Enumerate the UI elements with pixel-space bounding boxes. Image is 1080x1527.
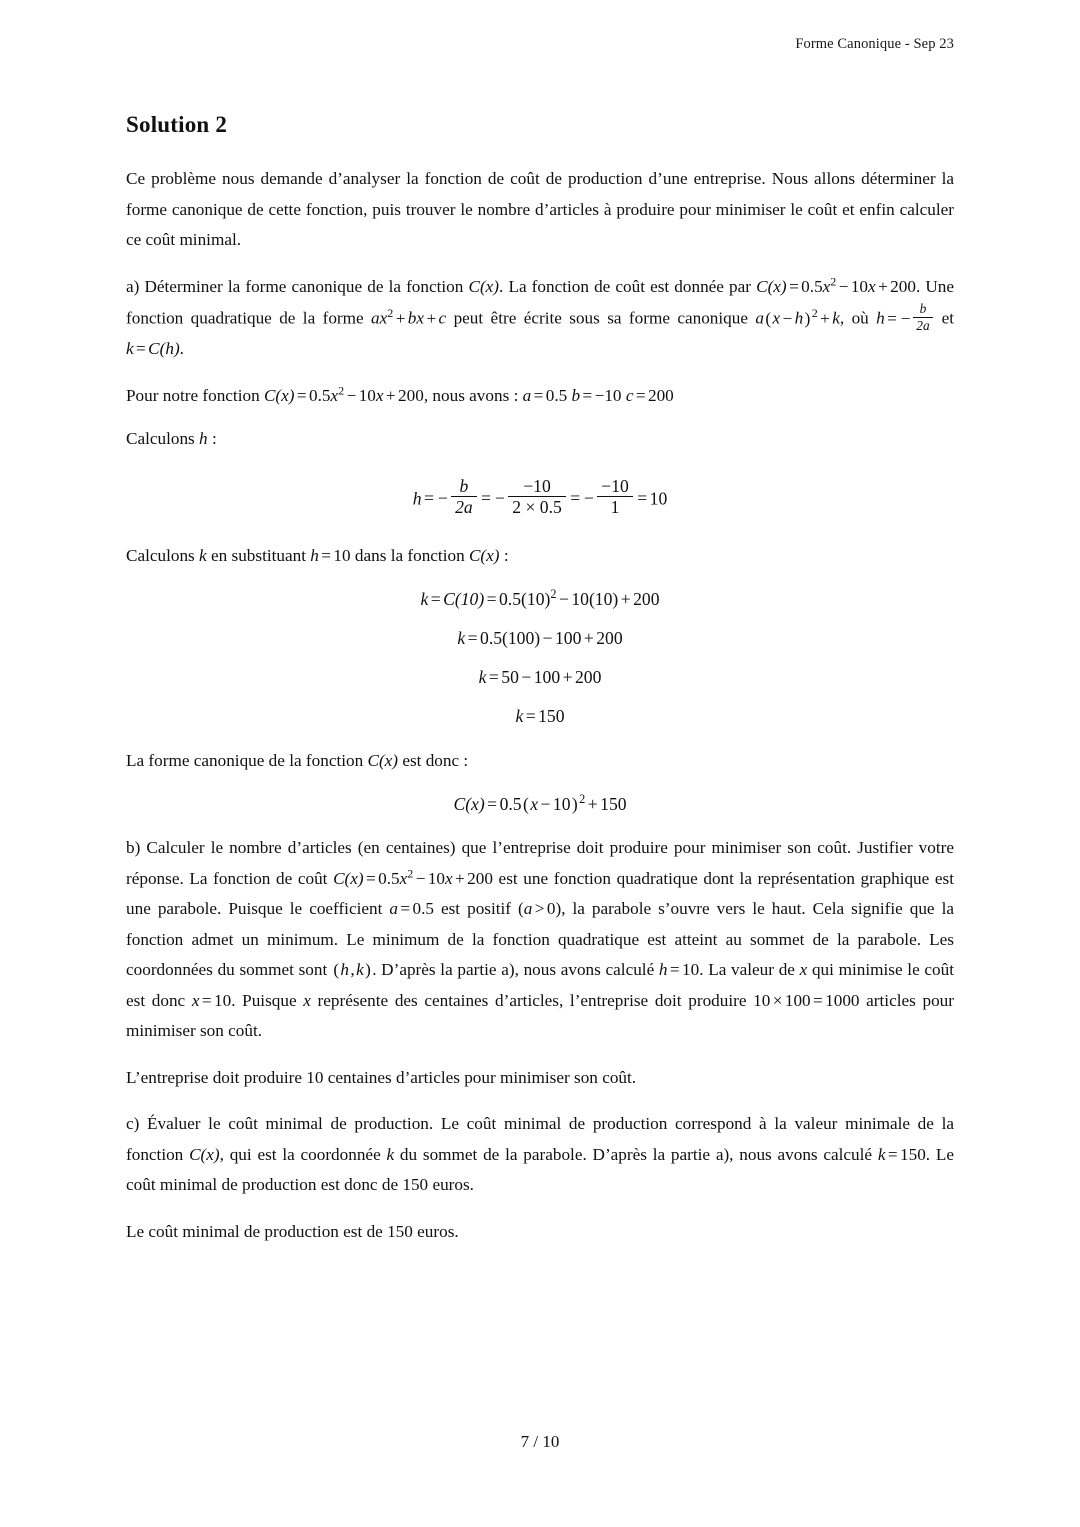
equation-k-line4 (126, 706, 954, 727)
eq-h-frac3-num: −10 (597, 477, 632, 497)
math-fn-cx-3: C(x) (367, 750, 399, 770)
eq-h-equals-4: = (637, 487, 648, 508)
equation-canonical-form (126, 794, 954, 815)
eq-k1-k: k (420, 589, 429, 610)
part-b-x-sym3: x (303, 990, 311, 1010)
math-fn-cx-2: C(x) (468, 545, 500, 565)
part-c-k-val: 150 (900, 1144, 926, 1164)
document-content (126, 112, 954, 1263)
eq-canon-minus: − (540, 794, 551, 815)
part-b-vertex-close: ) (365, 960, 371, 980)
eq-k1-minus: − (558, 589, 569, 610)
part-b-zero: 0 (546, 899, 556, 919)
part-b-seg9: représente des centaines d’articles, l’entreprise doit produire (310, 990, 754, 1010)
fraction-b-over-2a (913, 302, 932, 333)
part-b-seg4: ), la parabole s’ouvre vers le haut. Cela signifie que la fonction admet un minimum. Le minimum de la fonction quadratique est atteint au sommet de la parabole. Les coordonnées du sommet sont (126, 899, 954, 980)
math-coef-a: 0.5 (801, 276, 823, 296)
math-plus: + (878, 276, 888, 296)
math-coef-c: 200 (890, 276, 916, 296)
eq-k1-eq2: = (486, 589, 497, 610)
math-canon-minus: − (782, 308, 793, 328)
math-k-rhs: C(h) (148, 339, 180, 359)
part-c-seg4: . Le coût minimal de production est donc de 150 euros. (126, 1144, 954, 1195)
part-b-vertex-open: ( (333, 960, 340, 980)
intro-paragraph (126, 164, 954, 256)
part-b-rhs-a: 0.5 (378, 868, 400, 888)
part-b-coef-val: 0.5 (412, 899, 434, 919)
eq-h-fraction-3 (597, 477, 632, 517)
intro-text: Ce problème nous demande d’analyser la fonction de coût de production d’une entreprise. Nous allons déterminer la forme canonique de cette fonction, puis trouver le nombre d’articles à produire pour minimiser le coût et enfin calculer ce coût minimal. (126, 169, 954, 249)
part-a-seg6: et (934, 308, 955, 328)
part-b-calc-1000: 1000 (825, 990, 860, 1010)
eq-h-equals-3: = (570, 487, 581, 508)
eq-h-frac3-den: 1 (610, 497, 620, 518)
math-general-a: a (371, 308, 380, 328)
math-rhs-b: 10 (358, 385, 376, 405)
eq-k3-k: k (478, 667, 487, 688)
math-exponent: 2 (830, 273, 837, 288)
math-rhs-plus: + (385, 385, 396, 405)
part-b-seg2: est une fonction quadratique dont la représentation graphique est une parabole. Puisque le coefficient (126, 868, 954, 919)
eq-k1-eq1: = (430, 589, 441, 610)
math-equals-8: = (321, 545, 331, 565)
math-rhs-x2: x (375, 385, 384, 405)
math-fn-cx: C(x) (263, 385, 295, 405)
part-b-calc-100: 100 (784, 990, 811, 1010)
eq-k2-a: 0.5(100) (480, 628, 541, 649)
part-b-rhs-x: x (399, 868, 408, 888)
canonical-form-intro (126, 746, 954, 777)
part-a-seg4: peut être écrite sous sa forme canonique (446, 308, 756, 328)
part-a-seg3: . Une fonction quadratique de la forme (126, 276, 954, 328)
given-values-paragraph (126, 381, 954, 412)
math-equals-7: = (635, 385, 646, 405)
eq-h-result: 10 (649, 487, 668, 508)
math-rhs-a: 0.5 (309, 385, 331, 405)
equation-k-line1 (126, 589, 954, 610)
math-plus-3: + (426, 308, 437, 328)
part-c-seg3: du sommet de la parabole. D’après la partie a), nous avons calculé (394, 1144, 878, 1164)
math-cx-lhs: C(x) (756, 276, 787, 296)
math-equals-5: = (533, 385, 544, 405)
eq-k2-k: k (457, 628, 466, 649)
part-b-calc-10: 10 (753, 990, 771, 1010)
math-general-x: x (379, 308, 388, 328)
eq-k3-a: 50 (501, 667, 519, 688)
part-b-vertex-comma: , (350, 960, 355, 980)
equation-h-display (126, 477, 954, 517)
eq-k1-a: 0.5 (499, 589, 522, 610)
eq-canon-exp: 2 (579, 792, 586, 807)
part-c-conclusion-text: Le coût minimal de production est de 150 euros. (126, 1221, 459, 1241)
math-var-x2: x (868, 276, 876, 296)
page-footer: 7 / 10 (520, 1432, 560, 1451)
eq-k3-b: 100 (533, 667, 561, 688)
calculons-h-colon: : (207, 429, 217, 449)
part-a-paragraph (126, 272, 954, 365)
equation-k-line2 (126, 628, 954, 649)
math-h-sym-inline: h (199, 429, 208, 449)
eq-k2-minus: − (542, 628, 553, 649)
eq-h-frac1-num: b (451, 477, 476, 497)
fraction-numerator: b (913, 302, 932, 318)
calculons-k-paragraph (126, 541, 954, 572)
calculons-k-seg1: Calculons (126, 545, 200, 565)
part-b-cond-a: a (523, 899, 533, 919)
part-b-gt: > (534, 899, 545, 919)
math-general-c: c (438, 308, 447, 328)
eq-canon-a: 0.5 (499, 794, 522, 815)
eq-k3-plus: + (562, 667, 573, 688)
part-b-seg5: . D’après la partie a), nous avons calculé (372, 960, 659, 980)
eq-k1-exp: 2 (550, 587, 557, 602)
math-val-c-sym: c (625, 385, 634, 405)
math-canon-open: ( (765, 308, 772, 328)
math-canon-x: x (772, 308, 781, 328)
part-c-k-sym2: k (877, 1144, 886, 1164)
calculons-h-text: Calculons (126, 429, 200, 449)
running-head: Forme Canonique - Sep 23 (795, 36, 954, 52)
math-equals-3: = (136, 339, 146, 359)
math-var-x: x (822, 276, 831, 296)
part-b-x-sym: x (799, 960, 808, 980)
eq-h-equals-1: = (424, 487, 434, 508)
eq-k1-b: 10(10) (571, 589, 619, 610)
part-c-seg1: c) Évaluer le coût minimal de production. Le coût minimal de production correspond à la valeur minimale de la fonction (126, 1114, 954, 1164)
math-plus-2: + (395, 308, 406, 328)
eq-k2-c: 200 (596, 628, 623, 649)
fraction-denominator: 2a (916, 318, 930, 334)
math-canon-a: a (755, 308, 764, 328)
eq-k3-eq: = (488, 667, 499, 688)
part-b-minus: − (415, 868, 426, 888)
math-equals: = (789, 276, 799, 296)
part-b-conclusion-text: L’entreprise doit produire 10 centaines d’articles pour minimiser son coût. (126, 1067, 637, 1087)
part-b-rhs-x2: x (445, 868, 453, 888)
part-b-h-sym: h (658, 960, 668, 980)
canonical-seg1: La forme canonique de la fonction (126, 750, 368, 770)
eq-h-lhs: h (412, 487, 422, 508)
part-b-eq3: = (669, 960, 680, 980)
part-b-plus: + (455, 868, 465, 888)
math-general-x2: x (416, 308, 425, 328)
part-b-calc-eq: = (813, 990, 823, 1010)
given-seg2: , nous avons : (423, 385, 523, 405)
part-b-times: × (772, 990, 783, 1010)
math-general-exp: 2 (387, 305, 394, 320)
math-canon-k: k (832, 308, 840, 328)
part-b-x-val: 10 (214, 990, 232, 1010)
eq-k4-k: k (515, 706, 524, 727)
eq-k1-cval: C(10) (443, 589, 485, 610)
math-equals-2: = (887, 308, 897, 328)
math-coef-b: 10 (850, 276, 869, 296)
eq-k4-value: 150 (538, 706, 565, 727)
math-canon-exp: 2 (811, 305, 818, 320)
math-k-symbol: k (126, 339, 134, 359)
part-c-conclusion (126, 1217, 954, 1248)
eq-canon-plus: + (587, 794, 598, 815)
calculons-k-seg2: en substituant (206, 545, 311, 565)
part-b-rhs-b: 10 (427, 868, 445, 888)
eq-canon-open: ( (522, 794, 529, 815)
eq-h-frac1-den: 2a (455, 497, 473, 518)
math-val-c: 200 (647, 385, 674, 405)
given-seg1: Pour notre fonction (126, 385, 264, 405)
part-c-eq: = (887, 1144, 898, 1164)
part-b-conclusion (126, 1063, 954, 1094)
part-b-eq1: = (366, 868, 376, 888)
part-b-eq2: = (400, 899, 411, 919)
eq-h-neg-2: − (494, 487, 505, 508)
math-val-a: 0.5 (545, 385, 568, 405)
eq-canon-h: 10 (552, 794, 571, 815)
part-b-vertex-k: k (356, 960, 364, 980)
math-canon-close: ) (804, 308, 811, 328)
part-b-coef-a: a (389, 899, 398, 919)
part-b-fn: C(x) (333, 868, 364, 888)
math-val-b-sym: b (571, 385, 581, 405)
part-a-seg2: . La fonction de coût est donnée par (499, 276, 757, 296)
calculons-k-seg3: dans la fonction (350, 545, 469, 565)
math-general-b: b (407, 308, 417, 328)
math-canon-plus: + (820, 308, 830, 328)
eq-k1-c: 200 (633, 589, 660, 610)
part-b-seg6: . La valeur de (699, 960, 800, 980)
eq-k3-c: 200 (574, 667, 602, 688)
part-b-rhs-c: 200 (467, 868, 493, 888)
eq-canon-close: ) (571, 794, 578, 815)
part-b-x-sym2: x (191, 990, 200, 1010)
eq-h-neg-3: − (583, 487, 594, 508)
part-a-seg5: , où (839, 308, 877, 328)
part-b-seg10: articles pour minimiser son coût. (126, 990, 954, 1041)
math-equals-4: = (296, 385, 307, 405)
part-b-seg3: est positif ( (433, 899, 524, 919)
eq-h-frac2-num: −10 (508, 477, 565, 497)
math-h-sub: h (310, 545, 319, 565)
part-b-seg7: qui minimise le coût est donc (126, 960, 955, 1010)
math-function-cx: C(x) (468, 276, 500, 296)
math-rhs-c: 200 (398, 385, 424, 405)
math-h-symbol: h (876, 308, 885, 328)
eq-h-frac2-den: 2 × 0.5 (512, 497, 562, 518)
part-b-vertex-h: h (340, 960, 350, 980)
eq-k2-plus: + (583, 628, 594, 649)
math-rhs-x: x (330, 385, 339, 405)
eq-h-fraction-2 (508, 477, 565, 517)
eq-k1-paren: (10) (521, 589, 551, 610)
eq-canon-eq: = (487, 794, 498, 815)
eq-canon-x: x (530, 794, 539, 815)
eq-canon-k: 150 (600, 794, 627, 815)
part-b-eq4: = (201, 990, 212, 1010)
part-b-rhs-exp: 2 (407, 865, 414, 880)
math-k-sym-inline: k (199, 545, 207, 565)
part-c-seg2: , qui est la coordonnée (219, 1144, 387, 1164)
calculons-h-paragraph (126, 424, 954, 455)
part-c-paragraph (126, 1109, 954, 1201)
part-c-fn: C(x) (189, 1144, 220, 1164)
math-rhs-minus: − (346, 385, 357, 405)
eq-k1-plus: + (620, 589, 631, 610)
part-a-seg1: a) Déterminer la forme canonique de la fonction (126, 276, 469, 296)
eq-k2-eq: = (467, 628, 478, 649)
eq-h-equals-2: = (481, 487, 492, 508)
math-val-a-sym: a (522, 385, 532, 405)
part-c-k-sym: k (386, 1144, 395, 1164)
math-h-sub-val: 10 (333, 545, 351, 565)
part-b-paragraph (126, 833, 954, 1047)
eq-h-fraction-1 (451, 477, 476, 517)
eq-h-neg-1: − (437, 487, 448, 508)
calculons-k-seg4: : (499, 545, 509, 565)
canonical-seg2: est donc : (398, 750, 469, 770)
part-b-seg8: . Puisque (231, 990, 304, 1010)
part-a-seg7: . (179, 339, 184, 359)
page-title: Solution 2 (126, 112, 228, 137)
math-rhs-exp: 2 (338, 382, 345, 397)
math-neg-sign: − (900, 308, 911, 328)
eq-k3-minus: − (521, 667, 532, 688)
math-equals-6: = (582, 385, 593, 405)
math-canon-h: h (794, 308, 804, 328)
eq-k2-b: 100 (554, 628, 582, 649)
math-minus: − (838, 276, 849, 296)
eq-k4-eq: = (525, 706, 536, 727)
part-b-seg1: b) Calculer le nombre d’articles (en centaines) que l’entreprise doit produire pour minimiser son coût. Justifier votre réponse. La fonction de coût (126, 838, 954, 888)
equation-k-line3 (126, 667, 954, 688)
eq-canon-lhs: C(x) (453, 794, 485, 815)
math-val-b: −10 (594, 385, 622, 405)
part-b-h-val: 10 (682, 960, 700, 980)
